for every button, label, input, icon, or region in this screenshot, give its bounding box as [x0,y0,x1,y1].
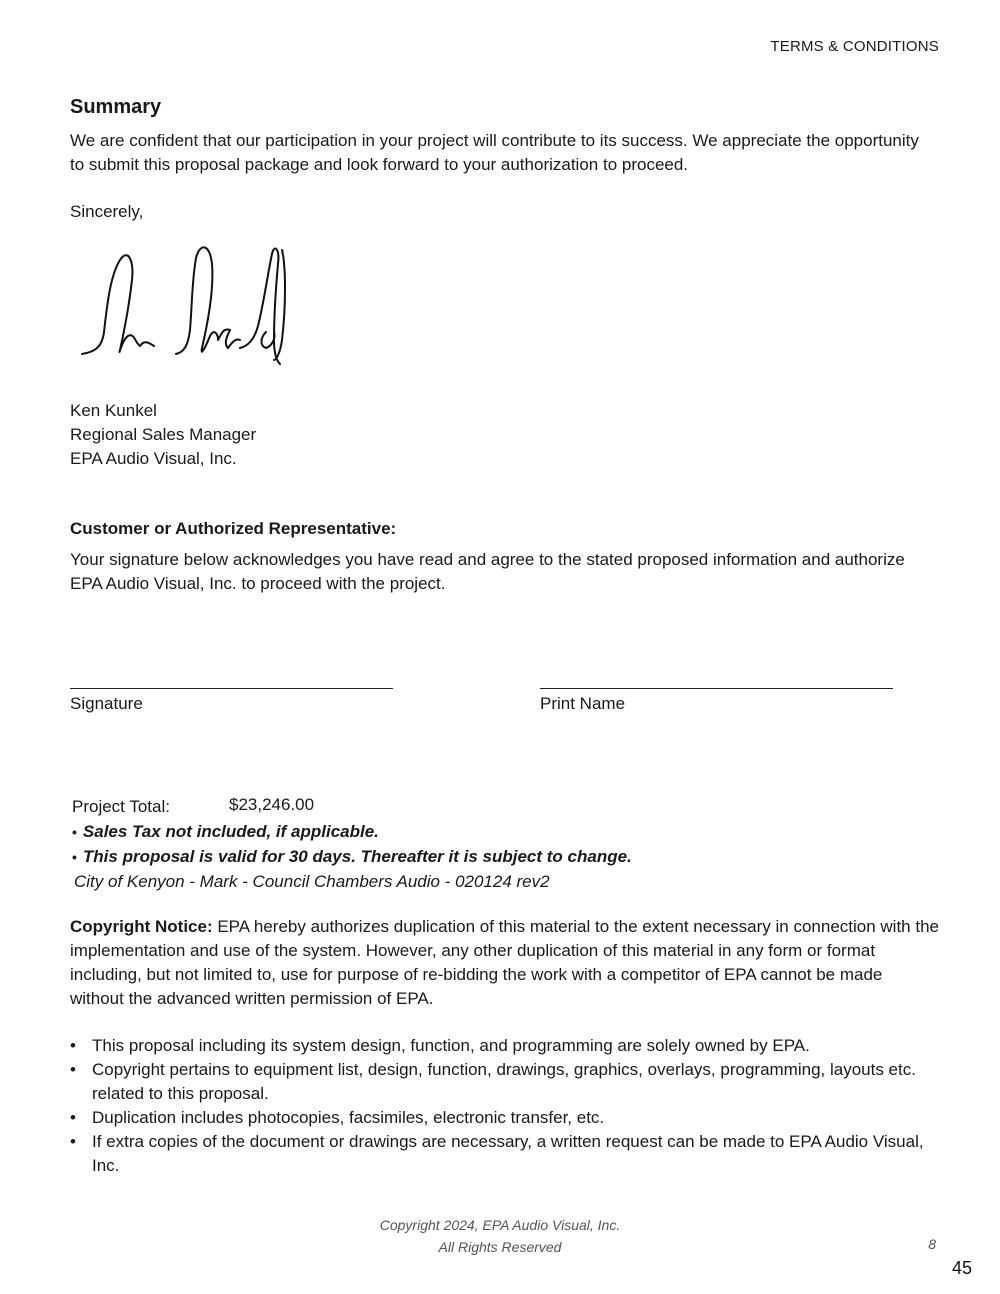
list-item-text: This proposal including its system design, function, and programming are solely owned by EPA. [92,1036,810,1055]
copyright-bullet-list [70,1034,940,1178]
note-sales-tax [72,820,379,844]
header-section-label: TERMS & CONDITIONS [770,38,939,55]
list-item [70,1106,940,1130]
signer-title: Regional Sales Manager [70,425,257,444]
summary-heading: Summary [70,96,162,118]
note-text: Sales Tax not included, if applicable. [82,822,379,841]
copyright-notice [70,915,940,1011]
list-item [70,1034,940,1058]
project-total-label: Project Total: [72,797,170,816]
signer-block [70,399,256,471]
note-validity [72,845,632,869]
copyright-label: Copyright Notice: [70,917,213,936]
bullet-dot: • [70,1060,76,1079]
signature-line[interactable] [70,688,393,689]
copyright-body: EPA hereby authorizes duplication of this material to the extent necessary in connection with the implementation and use of the system. However, any other duplication of this material in any form or format including, but not limited to, use for purpose of re-bidding the work with a competitor of EPA cannot be made without the advanced written permission of EPA. [70,917,939,1008]
signer-name: Ken Kunkel [70,401,157,420]
project-total-value: $23,246.00 [229,795,315,814]
print-name-label: Print Name [540,694,626,713]
bullet-dot: • [72,849,77,865]
list-item [70,1058,940,1106]
customer-heading: Customer or Authorized Representative: [70,519,397,538]
list-item-text: Copyright pertains to equipment list, design, function, drawings, graphics, overlays, programming, layouts etc. related to this proposal. [92,1060,916,1103]
list-item-text: If extra copies of the document or drawings are necessary, a written request can be made to EPA Audio Visual, Inc. [92,1132,924,1175]
summary-body: We are confident that our participation in your project will contribute to its success. We appreciate the opportunity to submit this proposal package and look forward to your authorization to proceed. [70,131,919,174]
list-item-text: Duplication includes photocopies, facsimiles, electronic transfer, etc. [92,1108,605,1127]
footer-page-number: 8 [928,1236,936,1252]
project-reference: City of Kenyon - Mark - Council Chambers Audio - 020124 rev2 [74,872,550,891]
bullet-dot: • [70,1036,76,1055]
signer-company: EPA Audio Visual, Inc. [70,449,237,468]
note-text: This proposal is valid for 30 days. Thereafter it is subject to change. [82,847,632,866]
bullet-dot: • [70,1108,76,1127]
bullet-dot: • [72,824,77,840]
handwritten-signature [76,236,296,371]
print-name-line[interactable] [540,688,893,689]
closing-salutation: Sincerely, [70,202,144,221]
list-item [70,1130,940,1178]
pdf-page-number: 45 [951,1258,972,1278]
customer-body: Your signature below acknowledges you have read and agree to the stated proposed information and authorize EPA Audio Visual, Inc. to proceed with the project. [70,550,905,593]
footer-copyright: Copyright 2024, EPA Audio Visual, Inc. [379,1217,621,1233]
bullet-dot: • [70,1132,76,1151]
footer [0,1214,1000,1258]
signature-label: Signature [70,694,143,713]
footer-rights: All Rights Reserved [438,1239,562,1255]
